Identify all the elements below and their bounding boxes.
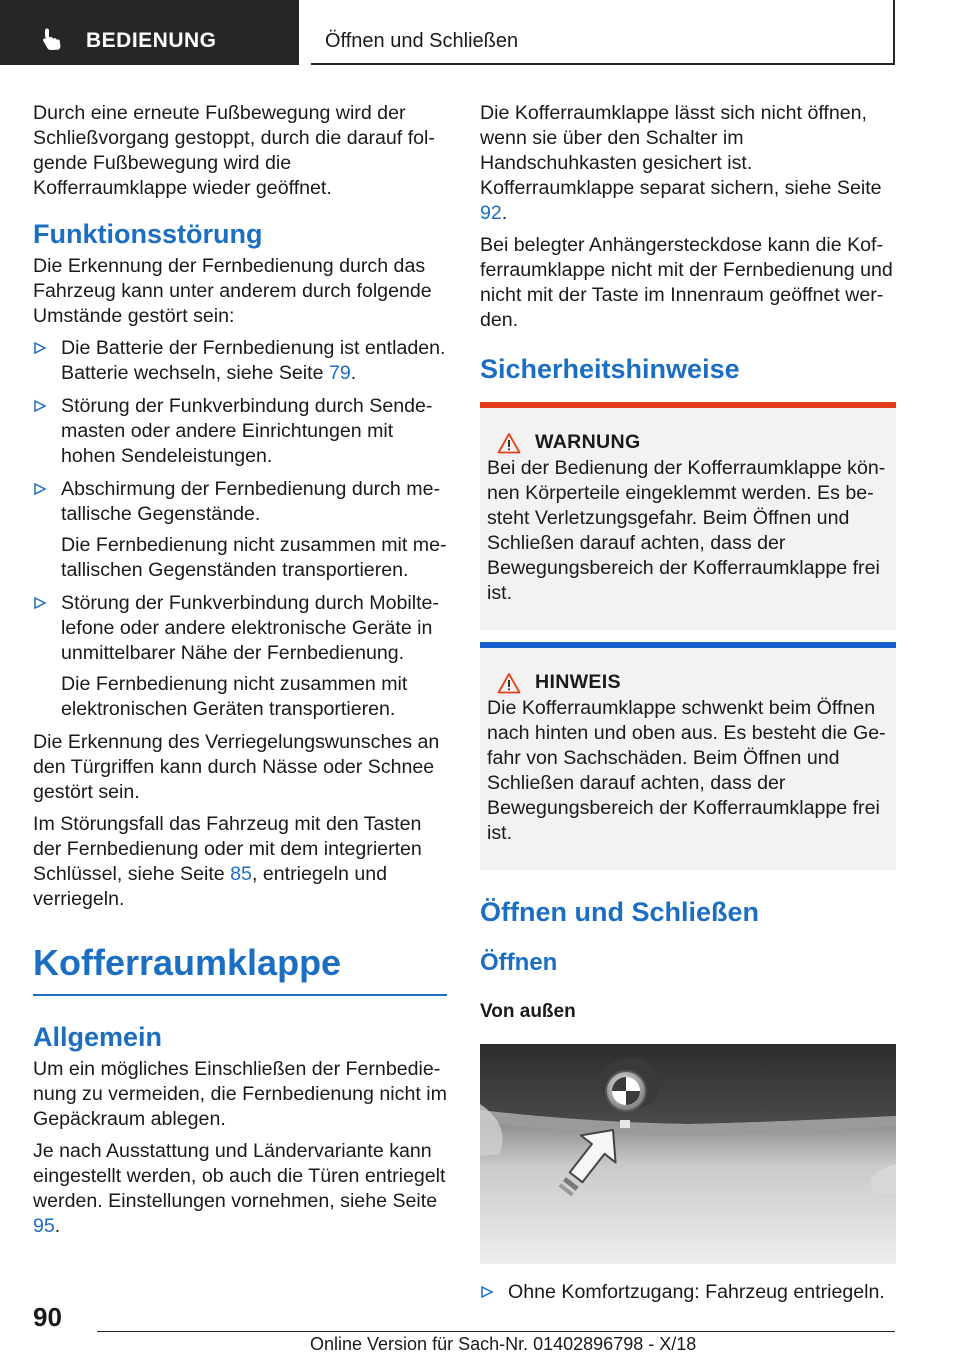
- kofferraumklappe-heading: Kofferraumklappe: [33, 942, 342, 983]
- triangle-bullet-icon: [33, 341, 47, 355]
- page-number: 90: [33, 1302, 62, 1332]
- list-item: Die Batterie der Fernbedienung ist entladen. Batterie wechseln, siehe Seite 79.: [33, 336, 447, 386]
- sicherung-paragraph: Die Kofferraumklappe lässt sich nicht öffnen, wenn sie über den Schalter im Handschuhkasten gesichert ist. Kofferraumklappe separat sichern, siehe Seite 92.: [480, 102, 882, 224]
- left-column: [33, 101, 447, 1246]
- hand-pointer-icon: [40, 27, 64, 51]
- section-header: [0, 0, 299, 65]
- allgemein-heading: Allgemein: [33, 1022, 163, 1052]
- intro-paragraph: Durch eine erneute Fußbewegung wird der Schließvorgang gestoppt, durch die darauf folgende Fußbewegung wird die Kofferraumklappe wieder geöffnet.: [33, 102, 435, 199]
- warning-triangle-icon: [497, 432, 521, 454]
- page-link[interactable]: 79: [328, 362, 351, 384]
- triangle-bullet-icon: [480, 1285, 494, 1299]
- verriegelung-paragraph: Die Erkennung des Verriegelungswunsches an den Türgriffen kann durch Nässe oder Schnee gestört sein.: [33, 731, 440, 803]
- list-item-text: Störung der Funkverbindung durch Mobiltelefone oder andere elektronische Geräte in unmittelbarer Nähe der Fernbedienung.: [61, 592, 439, 664]
- list-item-text: Störung der Funkverbindung durch Sendemasten oder andere Einrichtungen mit hohen Sendeleistungen.: [61, 395, 433, 467]
- list-item-text: Die Batterie der Fernbedienung ist entladen. Batterie wechseln, siehe Seite: [61, 337, 446, 384]
- oeffnen-list: [480, 1280, 896, 1305]
- allgemein-paragraph-1: Um ein mögliches Einschließen der Fernbedienung zu vermeiden, die Fernbedienung nicht im Gepäckraum ablegen.: [33, 1058, 447, 1130]
- list-item: [33, 394, 447, 469]
- triangle-bullet-icon: [33, 482, 47, 496]
- oeffnen-heading: Öffnen: [480, 949, 558, 976]
- stoerungsfall-paragraph: Im Störungsfall das Fahrzeug mit den Tasten der Fernbedienung oder mit dem integrierten Schlüssel, siehe Seite 85, entriegeln und verriegeln.: [33, 813, 422, 910]
- triangle-bullet-icon: [33, 399, 47, 413]
- notice-text: Die Kofferraumklappe schwenkt beim Öffnen nach hinten und oben aus. Es besteht die Gefahr von Sachschäden. Beim Öffnen und Schließen darauf achten, dass der Bewegungsbereich der Kofferraumklappe frei ist.: [487, 697, 886, 844]
- notice-box: [480, 642, 896, 870]
- trunk-illustration: [480, 1044, 896, 1264]
- topic-title: Öffnen und Schließen: [325, 30, 519, 52]
- page-link[interactable]: 92: [480, 202, 502, 224]
- list-item-text: Abschirmung der Fernbedienung durch metallische Gegenstände.: [61, 478, 441, 525]
- heading-rule: [33, 994, 447, 996]
- list-item-subtext: Die Fernbedienung nicht zusammen mit elektronischen Geräten transportieren.: [61, 673, 408, 720]
- stoerung-list: [33, 336, 447, 722]
- list-item: [33, 591, 447, 722]
- list-item-subtext: Die Fernbedienung nicht zusammen mit metallischen Gegenständen transportieren.: [61, 534, 447, 581]
- sicherheitshinweise-heading: Sicherheitshinweise: [480, 354, 740, 384]
- oeffnen-schliessen-heading: Öffnen und Schließen: [480, 897, 760, 927]
- warning-text: Bei der Bedienung der Kofferraumklappe können Körperteile eingeklemmt werden. Es besteht Verletzungsgefahr. Beim Öffnen und Schließen darauf achten, dass der Bewegungsbereich der Kofferraumklappe frei ist.: [487, 457, 886, 604]
- trunk-photo: [480, 1044, 896, 1264]
- list-item: [480, 1280, 896, 1305]
- allgemein-paragraph-2: Je nach Ausstattung und Ländervariante kann eingestellt werden, ob auch die Türen entriegelt werden. Einstellungen vornehmen, siehe Seite 95.: [33, 1140, 446, 1237]
- footer-online-version: Online Version für Sach-Nr. 01402896798 - X/18: [310, 1334, 697, 1354]
- triangle-bullet-icon: [33, 596, 47, 610]
- funktionsstoerung-heading: Funktionsstörung: [33, 219, 263, 249]
- page-link[interactable]: 85: [230, 863, 252, 885]
- warning-triangle-icon: [497, 672, 521, 694]
- warning-label: WARNUNG: [535, 431, 641, 453]
- section-title: BEDIENUNG: [86, 29, 217, 52]
- right-column: [480, 101, 896, 1313]
- list-item: [33, 477, 447, 583]
- topic-header: [311, 0, 895, 65]
- anhaenger-paragraph: Bei belegter Anhängersteckdose kann die Kofferraumklappe nicht mit der Fernbedienung und nicht mit der Taste im Innenraum geöffnet werden.: [480, 234, 893, 331]
- page-link[interactable]: 95: [33, 1215, 55, 1237]
- warning-box: [480, 402, 896, 630]
- notice-label: HINWEIS: [535, 671, 621, 693]
- von-aussen-heading: Von außen: [480, 1001, 576, 1022]
- footer-rule: [97, 1331, 895, 1332]
- funktionsstoerung-intro: Die Erkennung der Fernbedienung durch das Fahrzeug kann unter anderem durch folgende Umstände gestört sein:: [33, 255, 432, 327]
- list-item-text: Ohne Komfortzugang: Fahrzeug entriegeln.: [508, 1281, 885, 1303]
